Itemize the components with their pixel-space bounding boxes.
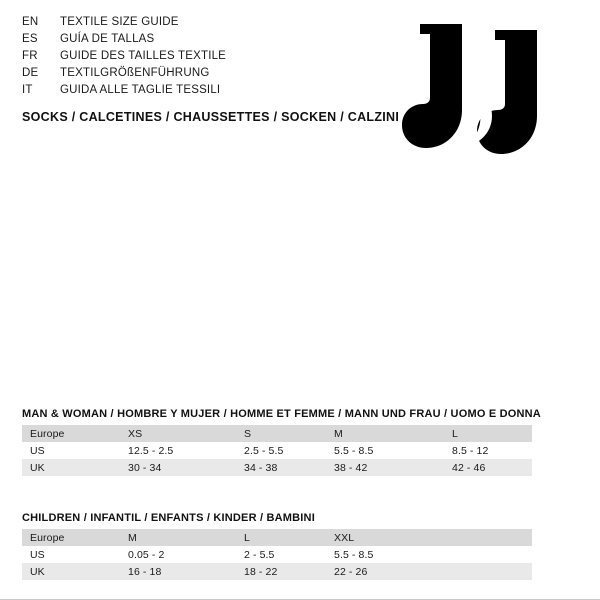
size-table-children xyxy=(22,529,532,580)
size-table-man-woman xyxy=(22,425,532,476)
table-row xyxy=(22,459,532,476)
language-text: TEXTILE SIZE GUIDE xyxy=(60,16,179,28)
table-cell: 12.5 - 2.5 xyxy=(120,442,236,459)
table-row xyxy=(22,425,532,442)
table-cell: 5.5 - 8.5 xyxy=(326,442,444,459)
language-row xyxy=(22,16,382,33)
table-header-cell: L xyxy=(236,529,326,546)
table-cell xyxy=(444,546,532,563)
table-row xyxy=(22,529,532,546)
language-code: IT xyxy=(22,84,33,96)
table-header-cell: S xyxy=(236,425,326,442)
table-cell: US xyxy=(22,442,120,459)
language-row xyxy=(22,67,382,84)
table-header-cell: Europe xyxy=(22,529,120,546)
table-cell: 30 - 34 xyxy=(120,459,236,476)
language-text: TEXTILGRÖßENFÜHRUNG xyxy=(60,67,210,79)
language-row xyxy=(22,84,382,101)
language-list xyxy=(22,16,382,101)
table-section-children xyxy=(22,512,578,580)
table-header-cell: M xyxy=(120,529,236,546)
table-cell: UK xyxy=(22,563,120,580)
table-row xyxy=(22,563,532,580)
table-cell xyxy=(444,563,532,580)
language-code: DE xyxy=(22,67,39,79)
table-header-cell: XS xyxy=(120,425,236,442)
table-cell: 34 - 38 xyxy=(236,459,326,476)
table-cell: 38 - 42 xyxy=(326,459,444,476)
table-header-cell: Europe xyxy=(22,425,120,442)
table-section-man-woman xyxy=(22,408,578,476)
table-cell: 18 - 22 xyxy=(236,563,326,580)
socks-pair-icon xyxy=(400,14,580,174)
table-row xyxy=(22,442,532,459)
table-header-cell xyxy=(444,529,532,546)
table-cell: 42 - 46 xyxy=(444,459,532,476)
table-row xyxy=(22,546,532,563)
section-title: CHILDREN / INFANTIL / ENFANTS / KINDER / BAMBINI xyxy=(22,512,315,524)
table-header-cell: L xyxy=(444,425,532,442)
table-cell: 2 - 5.5 xyxy=(236,546,326,563)
table-cell: 2.5 - 5.5 xyxy=(236,442,326,459)
table-cell: 16 - 18 xyxy=(120,563,236,580)
table-cell: US xyxy=(22,546,120,563)
table-cell: 22 - 26 xyxy=(326,563,444,580)
table-cell: 5.5 - 8.5 xyxy=(326,546,444,563)
language-text: GUIDE DES TAILLES TEXTILE xyxy=(60,50,227,62)
language-code: EN xyxy=(22,16,39,28)
language-text: GUIDA ALLE TAGLIE TESSILI xyxy=(60,84,221,96)
table-header-cell: M xyxy=(326,425,444,442)
section-title: MAN & WOMAN / HOMBRE Y MUJER / HOMME ET FEMME / MANN UND FRAU / UOMO E DONNA xyxy=(22,408,541,420)
table-header-cell: XXL xyxy=(326,529,444,546)
language-code: FR xyxy=(22,50,38,62)
page-title: SOCKS / CALCETINES / CHAUSSETTES / SOCKEN / CALZINI xyxy=(22,110,400,124)
language-code: ES xyxy=(22,33,38,45)
language-row xyxy=(22,33,382,50)
language-text: GUÍA DE TALLAS xyxy=(60,33,155,45)
table-cell: UK xyxy=(22,459,120,476)
table-cell: 0.05 - 2 xyxy=(120,546,236,563)
language-row xyxy=(22,50,382,67)
table-cell: 8.5 - 12 xyxy=(444,442,532,459)
